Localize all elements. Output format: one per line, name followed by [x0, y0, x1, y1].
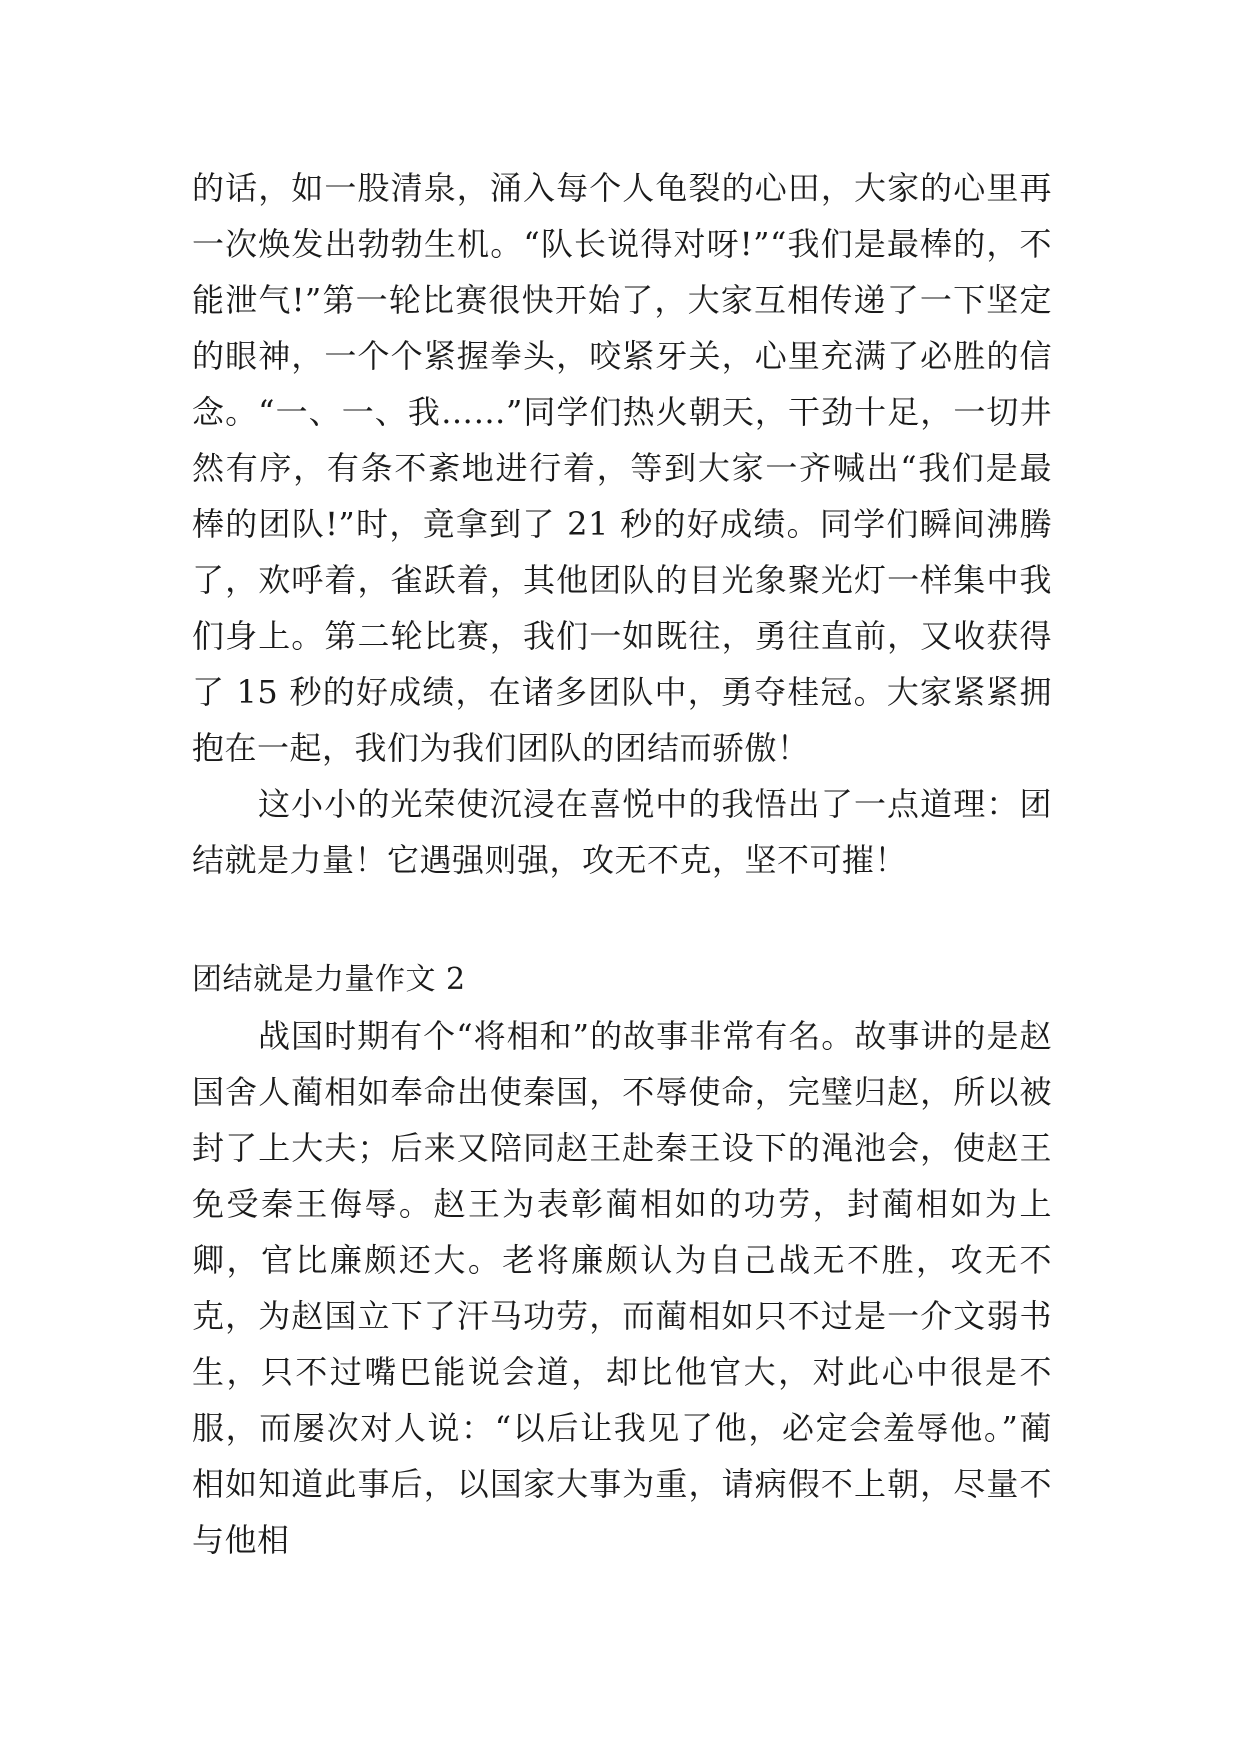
- paragraph-continuation: 的话，如一股清泉，涌入每个人龟裂的心田，大家的心里再一次焕发出勃勃生机。“队长说得对呀!”“我们是最棒的，不能泄气!”第一轮比赛很快开始了，大家互相传递了一下坚定的眼神，一个个紧握拳头，咬紧牙关，心里充满了必胜的信念。“一、一、我……”同学们热火朝天，干劲十足，一切井然有序，有条不紊地进行着，等到大家一齐喊出“我们是最棒的团队!”时，竟拿到了 21 秒的好成绩。同学们瞬间沸腾了，欢呼着，雀跃着，其他团队的目光象聚光灯一样集中我们身上。第二轮比赛，我们一如既往，勇往直前，又收获得了 15 秒的好成绩，在诸多团队中，勇夺桂冠。大家紧紧拥抱在一起，我们为我们团队的团结而骄傲！: [192, 169, 1052, 767]
- document-body: [192, 160, 1052, 1568]
- section-title: 团结就是力量作文 2: [192, 962, 466, 997]
- paragraph-story: 战国时期有个“将相和”的故事非常有名。故事讲的是赵国舍人蔺相如奉命出使秦国，不辱使命，完璧归赵，所以被封了上大夫；后来又陪同赵王赴秦王设下的渑池会，使赵王免受秦王侮辱。赵王为表彰蔺相如的功劳，封蔺相如为上卿，官比廉颇还大。老将廉颇认为自己战无不胜，攻无不克，为赵国立下了汗马功劳，而蔺相如只不过是一介文弱书生，只不过嘴巴能说会道，却比他官大，对此心中很是不服，而屡次对人说：“以后让我见了他，必定会羞辱他。”蔺相如知道此事后，以国家大事为重，请病假不上朝，尽量不与他相: [192, 1017, 1052, 1559]
- paragraph-conclusion: 这小小的光荣使沉浸在喜悦中的我悟出了一点道理：团结就是力量！它遇强则强，攻无不克，坚不可摧！: [192, 785, 1052, 879]
